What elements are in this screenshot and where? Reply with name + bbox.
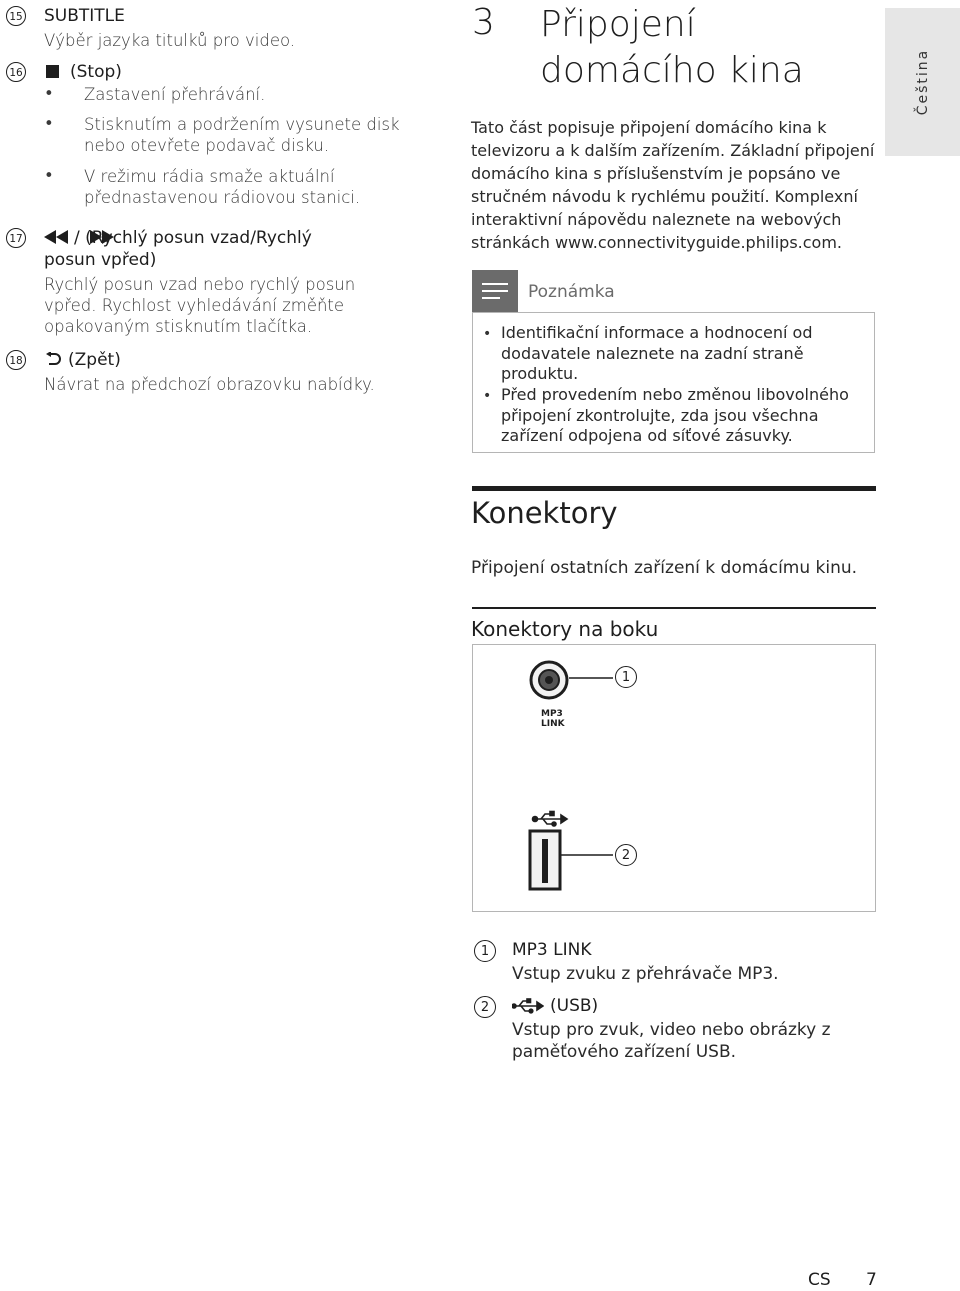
item-number: 18 (6, 350, 26, 370)
item-text: Rychlý posun vzad nebo rychlý posun vpřed. Rychlost vyhledávání změňte opakovaným stisknutím tlačítka. (44, 275, 356, 336)
section-divider (472, 486, 876, 491)
back-icon (46, 352, 62, 366)
list-item: V režimu rádia smaže aktuální přednastavenou rádiovou stanici. (84, 167, 361, 207)
legend-title: MP3 LINK (512, 940, 592, 960)
usb-icon (512, 998, 544, 1014)
footer-language: CS (808, 1270, 831, 1290)
item-title: (Stop) (70, 62, 122, 82)
item-title-cont: posun vpřed) (44, 250, 157, 270)
legend-desc: Vstup zvuku z přehrávače MP3. (512, 964, 779, 984)
note-item: Před provedením nebo změnou libovolného připojení zkontrolujte, zda jsou všechna zařízení odpojena od síťové zásuvky. (501, 385, 849, 445)
item-number: 15 (6, 6, 26, 26)
note-box: • Identifikační informace a hodnocení od dodavatele naleznete na zadní straně produktu. • Před provedením nebo změnou libovolného připojení zkontrolujte, zda jsou všechna zařízení odpojena od síťové zásuvky. (472, 312, 875, 453)
callout-1: 1 (615, 666, 637, 688)
legend-number: 1 (474, 940, 496, 962)
rewind-icon (44, 230, 70, 244)
chapter-intro: Tato část popisuje připojení domácího kina k televizoru a k dalším zařízením. Základní připojení domácího kina s příslušenstvím je popsáno ve stručném návodu k rychlému použití. Komplexní interaktivní nápovědu naleznete na webových stránkách www.connectivityguide.philips.com. (471, 118, 875, 252)
legend-number: 2 (474, 996, 496, 1018)
legend-title: (USB) (550, 996, 599, 1016)
connector-diagram (472, 644, 876, 912)
note-item: Identifikační informace a hodnocení od dodavatele naleznete na zadní straně produktu. (501, 323, 813, 383)
chapter-number: 3 (472, 2, 495, 43)
list-item: Stisknutím a podržením vysunete disk nebo otevřete podavač disku. (84, 115, 400, 155)
section-heading: Konektory (471, 496, 618, 530)
item-number: 16 (6, 62, 26, 82)
chapter-title: Připojení domácího kina (540, 4, 804, 91)
legend-desc: Vstup pro zvuk, video nebo obrázky z paměťového zařízení USB. (512, 1020, 831, 1062)
subsection-heading: Konektory na boku (471, 617, 659, 641)
page-number: 7 (866, 1270, 877, 1290)
item-title: SUBTITLE (44, 6, 125, 26)
note-icon (472, 270, 518, 312)
language-tab (885, 8, 960, 156)
item-number: 17 (6, 228, 26, 248)
subsection-divider (472, 607, 876, 609)
jack-label: MP3 LINK (541, 709, 565, 729)
item-title: / (Rychlý posun vzad/Rychlý (74, 228, 312, 248)
note-label: Poznámka (528, 282, 615, 302)
item-text: Návrat na předchozí obrazovku nabídky. (44, 375, 375, 394)
language-tab-label: Čeština (914, 48, 931, 116)
list-item: Zastavení přehrávání. (84, 85, 266, 104)
stop-icon (46, 65, 59, 78)
connector-illustration (473, 645, 875, 911)
callout-2: 2 (615, 844, 637, 866)
item-text: Výběr jazyka titulků pro video. (44, 31, 296, 50)
item-title: (Zpět) (68, 350, 121, 370)
section-intro: Připojení ostatních zařízení k domácímu kinu. (471, 558, 858, 578)
